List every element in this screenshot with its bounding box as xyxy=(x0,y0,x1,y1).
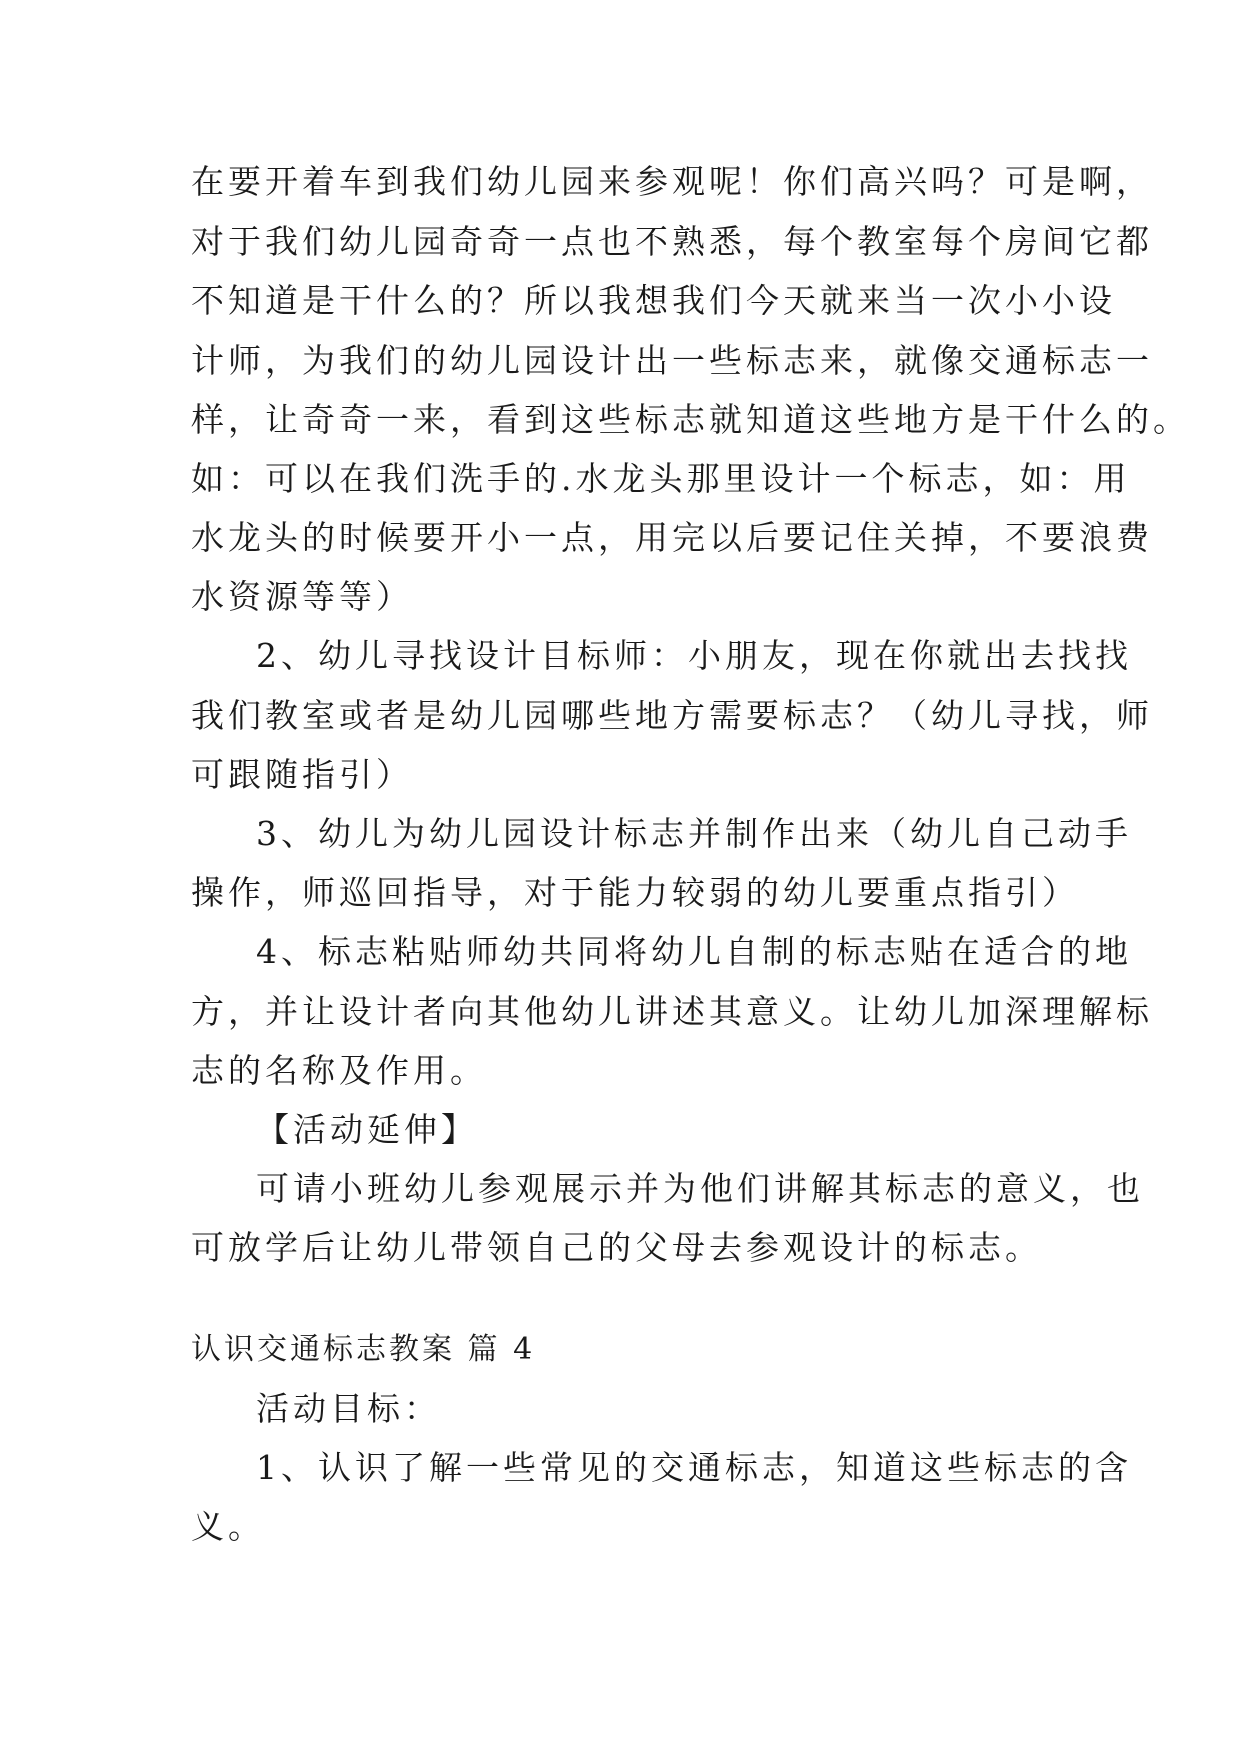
paragraph-line: 2、幼儿寻找设计目标师：小朋友，现在你就出去找找 xyxy=(256,636,1132,675)
section-heading: 【活动延伸】 xyxy=(256,1110,478,1149)
section-heading: 活动目标： xyxy=(256,1389,441,1428)
article-title: 认识交通标志教案 篇 4 xyxy=(191,1332,536,1367)
paragraph-line: 不知道是干什么的？所以我想我们今天就来当一次小小设 xyxy=(191,281,1116,320)
paragraph-line: 计师，为我们的幼儿园设计出一些标志来，就像交通标志一 xyxy=(191,341,1153,380)
paragraph-line: 志的名称及作用。 xyxy=(191,1051,487,1090)
paragraph-line: 1、认识了解一些常见的交通标志，知道这些标志的含 xyxy=(256,1448,1132,1487)
paragraph-line: 可放学后让幼儿带领自己的父母去参观设计的标志。 xyxy=(191,1228,1042,1267)
paragraph-line: 对于我们幼儿园奇奇一点也不熟悉，每个教室每个房间它都 xyxy=(191,222,1153,261)
paragraph-line: 样，让奇奇一来，看到这些标志就知道这些地方是干什么的。 xyxy=(191,400,1190,439)
paragraph-line: 可请小班幼儿参观展示并为他们讲解其标志的意义，也 xyxy=(256,1169,1144,1208)
paragraph-line: 操作，师巡回指导，对于能力较弱的幼儿要重点指引） xyxy=(191,873,1079,912)
paragraph-line: 方，并让设计者向其他幼儿讲述其意义。让幼儿加深理解标 xyxy=(191,992,1153,1031)
paragraph-line: 我们教室或者是幼儿园哪些地方需要标志？（幼儿寻找，师 xyxy=(191,696,1153,735)
paragraph-line: 可跟随指引） xyxy=(191,755,413,794)
paragraph-line: 义。 xyxy=(191,1507,265,1546)
paragraph-line: 水龙头的时候要开小一点，用完以后要记住关掉，不要浪费 xyxy=(191,518,1153,557)
paragraph-line: 4、标志粘贴师幼共同将幼儿自制的标志贴在适合的地 xyxy=(256,932,1132,971)
paragraph-line: 水资源等等） xyxy=(191,577,413,616)
paragraph-line: 在要开着车到我们幼儿园来参观呢！你们高兴吗？可是啊， xyxy=(191,162,1153,201)
paragraph-line: 如：可以在我们洗手的.水龙头那里设计一个标志，如：用 xyxy=(191,459,1131,498)
paragraph-line: 3、幼儿为幼儿园设计标志并制作出来（幼儿自己动手 xyxy=(256,814,1132,853)
